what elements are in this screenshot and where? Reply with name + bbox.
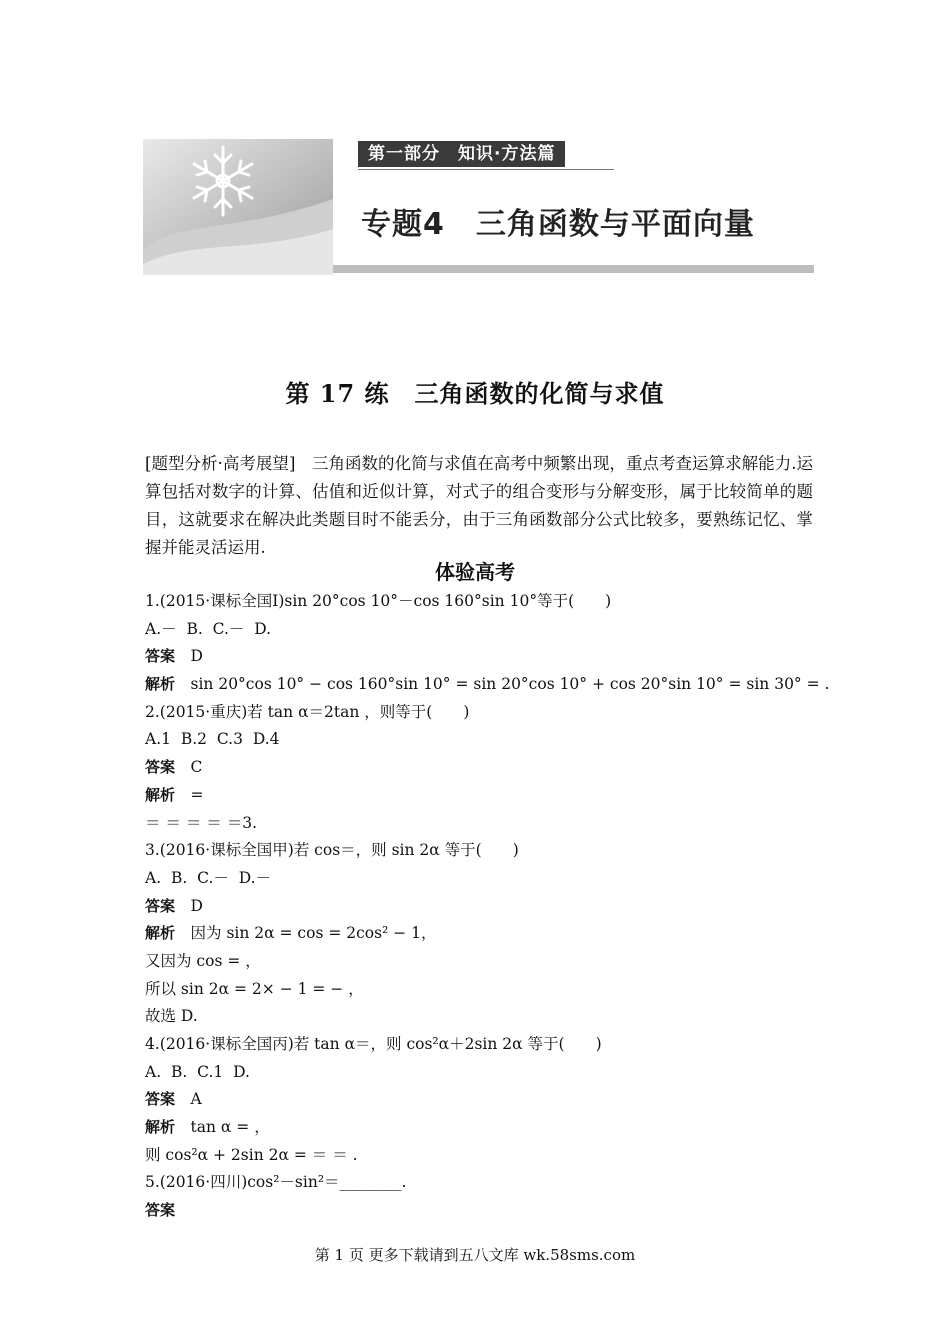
answer-line: 答案 D xyxy=(145,647,203,666)
banner-bar xyxy=(333,265,814,273)
part-rule xyxy=(358,169,614,170)
analysis-line: ＝ ＝ ＝ ＝ ＝3. xyxy=(145,813,257,832)
chapter-banner xyxy=(143,139,814,275)
exercise-line: 2.(2015·重庆)若 tan α＝2tan ，则等于( ) xyxy=(145,702,470,721)
exercise-line: 5.(2016·四川)cos²－sin²＝________. xyxy=(145,1173,407,1192)
answer-line: 答案 A xyxy=(145,1090,202,1109)
page-footer: 第 1 页 更多下载请到五八文库 wk.58sms.com xyxy=(314,1246,636,1264)
exercise-line: A. B. C.1 D. xyxy=(145,1062,250,1081)
analysis-line: 解析 tan α = ， xyxy=(145,1118,270,1137)
analysis-line: 解析 因为 sin 2α = cos = 2cos² − 1， xyxy=(145,924,437,943)
analysis-line: 解析 = xyxy=(145,785,204,804)
snowflake-icon xyxy=(143,139,333,275)
exercise-line: 3.(2016·课标全国甲)若 cos＝，则 sin 2α 等于( ) xyxy=(145,841,519,860)
exercise-line: 4.(2016·课标全国丙)若 tan α＝，则 cos²α＋2sin 2α 等于( ) xyxy=(145,1035,602,1053)
analysis-line: 故选 D. xyxy=(145,1007,198,1026)
section-title: 体验高考 xyxy=(435,560,515,584)
part-label: 第一部分 知识·方法篇 xyxy=(358,141,565,167)
analysis-line: 解析 sin 20°cos 10° − cos 160°sin 10° = sin 20°cos 10° + cos 20°sin 10° = sin 30° = . xyxy=(145,675,830,694)
analysis-line: 又因为 cos = ， xyxy=(145,951,261,970)
analysis-line: 所以 sin 2α = 2× − 1 = − ， xyxy=(145,979,364,998)
exercise-line: A. B. C.－ D.－ xyxy=(145,868,272,887)
answer-line: 答案 C xyxy=(145,758,203,777)
analysis-line: 则 cos²α + 2sin 2α = ＝ ＝ . xyxy=(145,1145,358,1164)
intro-paragraph: [题型分析·高考展望] 三角函数的化简与求值在高考中频繁出现，重点考查运算求解能力.运算包括对数字的计算、估值和近似计算，对式子的组合变形与分解变形，属于比较简单的题目，这就要求在解决此类题目时不能丢分，由于三角函数部分公式比较多，要熟练记忆、掌握并能灵活运用. xyxy=(145,454,813,557)
answer-line: 答案 D xyxy=(145,896,203,915)
topic-title: 专题4 三角函数与平面向量 xyxy=(361,207,755,242)
exercise-list xyxy=(145,588,830,1225)
lesson-title: 第 17 练 三角函数的化简与求值 xyxy=(285,379,665,408)
exercise-line: A.－ B. C.－ D. xyxy=(145,619,272,638)
exercise-line: 1.(2015·课标全国Ⅰ)sin 20°cos 10°－cos 160°sin 10°等于( ) xyxy=(145,592,612,610)
exercise-line: A.1 B.2 C.3 D.4 xyxy=(145,730,280,749)
answer-line: 答案 xyxy=(145,1201,176,1220)
